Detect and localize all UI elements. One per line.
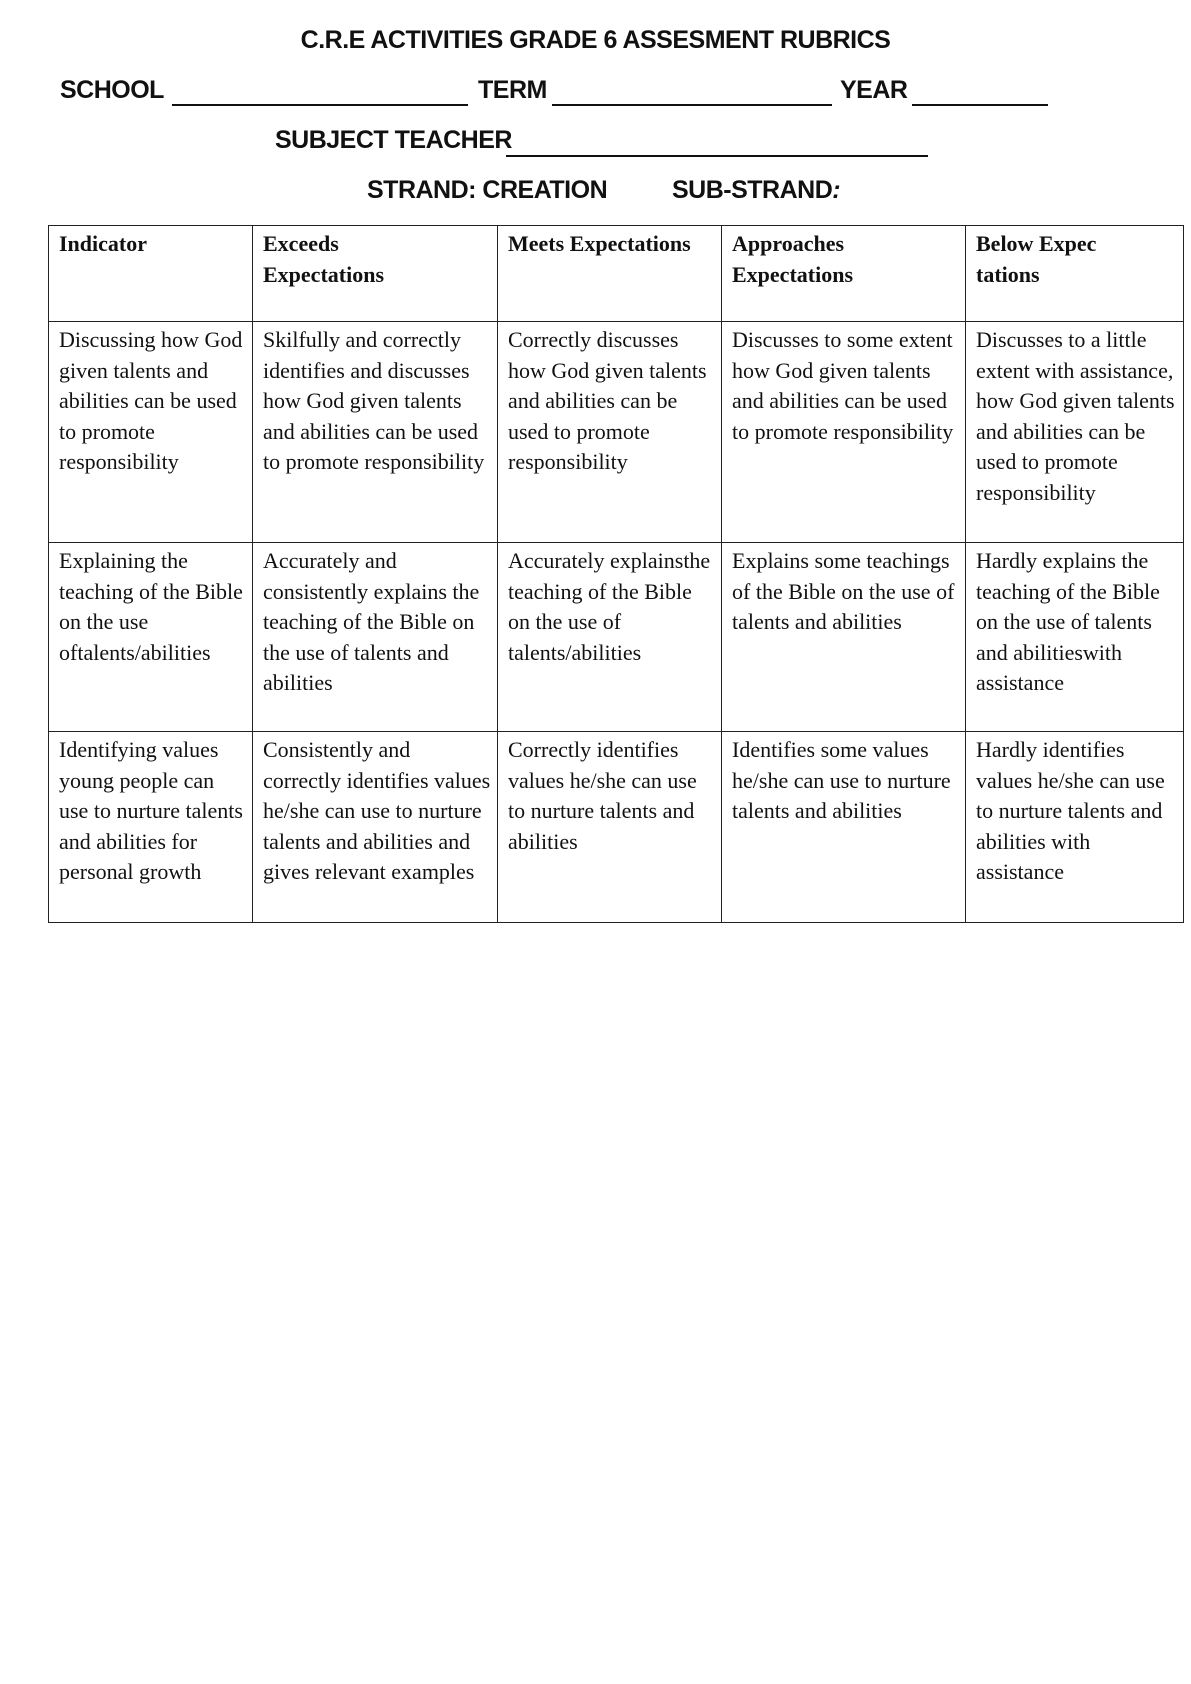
column-header-approaches: Approaches Expectations (722, 226, 966, 322)
row-3-indicator: Identifying values young people can use to nurture talents and abilities for personal growth (49, 732, 253, 923)
page-title: C.R.E ACTIVITIES GRADE 6 ASSESMENT RUBRICS (300, 26, 891, 54)
school-label: SCHOOL (60, 76, 164, 104)
term-field[interactable] (552, 104, 832, 106)
row-2-exceeds: Accurately and consistently explains the teaching of the Bible on the use of talents and abilities (253, 543, 498, 732)
row-1-below: Discusses to a little extent with assistance, how God given talents and abilities can be used to promote responsibility (966, 322, 1184, 543)
row-1-meets: Correctly discusses how God given talents and abilities can be used to promote responsibility (498, 322, 722, 543)
column-header-indicator: Indicator (49, 226, 253, 322)
row-3-meets: Correctly identifies values he/she can use to nurture talents and abilities (498, 732, 722, 923)
substrand-text: SUB-STRAND (672, 176, 833, 204)
column-header-meets: Meets Expectations (498, 226, 722, 322)
term-label: TERM (478, 76, 547, 104)
substrand-label (672, 176, 840, 205)
column-header-below: Below Expectations (966, 226, 1184, 322)
teacher-field[interactable] (506, 155, 928, 157)
year-field[interactable] (912, 104, 1048, 106)
rubric-table (48, 225, 1184, 923)
row-2-meets: Accurately explainsthe teaching of the Bible on the use of talents/abilities (498, 543, 722, 732)
row-2-indicator: Explaining the teaching of the Bible on the use oftalents/abilities (49, 543, 253, 732)
table-row (49, 322, 1184, 543)
row-3-exceeds: Consistently and correctly identifies values he/she can use to nurture talents and abilities and gives relevant examples (253, 732, 498, 923)
column-header-exceeds: Exceeds Expectations (253, 226, 498, 322)
table-row (49, 543, 1184, 732)
strand-label: STRAND: CREATION (367, 176, 608, 204)
substrand-colon: : (832, 176, 841, 204)
table-row (49, 732, 1184, 923)
school-field[interactable] (172, 104, 468, 106)
teacher-label: SUBJECT TEACHER (275, 126, 512, 154)
row-3-below: Hardly identifies values he/she can use to nurture talents and abilities with assistance (966, 732, 1184, 923)
year-label: YEAR (840, 76, 908, 104)
table-header-row (49, 226, 1184, 322)
row-2-approaches: Explains some teachings of the Bible on the use of talents and abilities (722, 543, 966, 732)
row-3-approaches: Identifies some values he/she can use to nurture talents and abilities (722, 732, 966, 923)
row-2-below: Hardly explains the teaching of the Bible on the use of talents and abilitieswith assistance (966, 543, 1184, 732)
row-1-exceeds: Skilfully and correctly identifies and discusses how God given talents and abilities can be used to promote responsibility (253, 322, 498, 543)
row-1-indicator: Discussing how God given talents and abilities can be used to promote responsibility (49, 322, 253, 543)
row-1-approaches: Discusses to some extent how God given talents and abilities can be used to promote responsibility (722, 322, 966, 543)
